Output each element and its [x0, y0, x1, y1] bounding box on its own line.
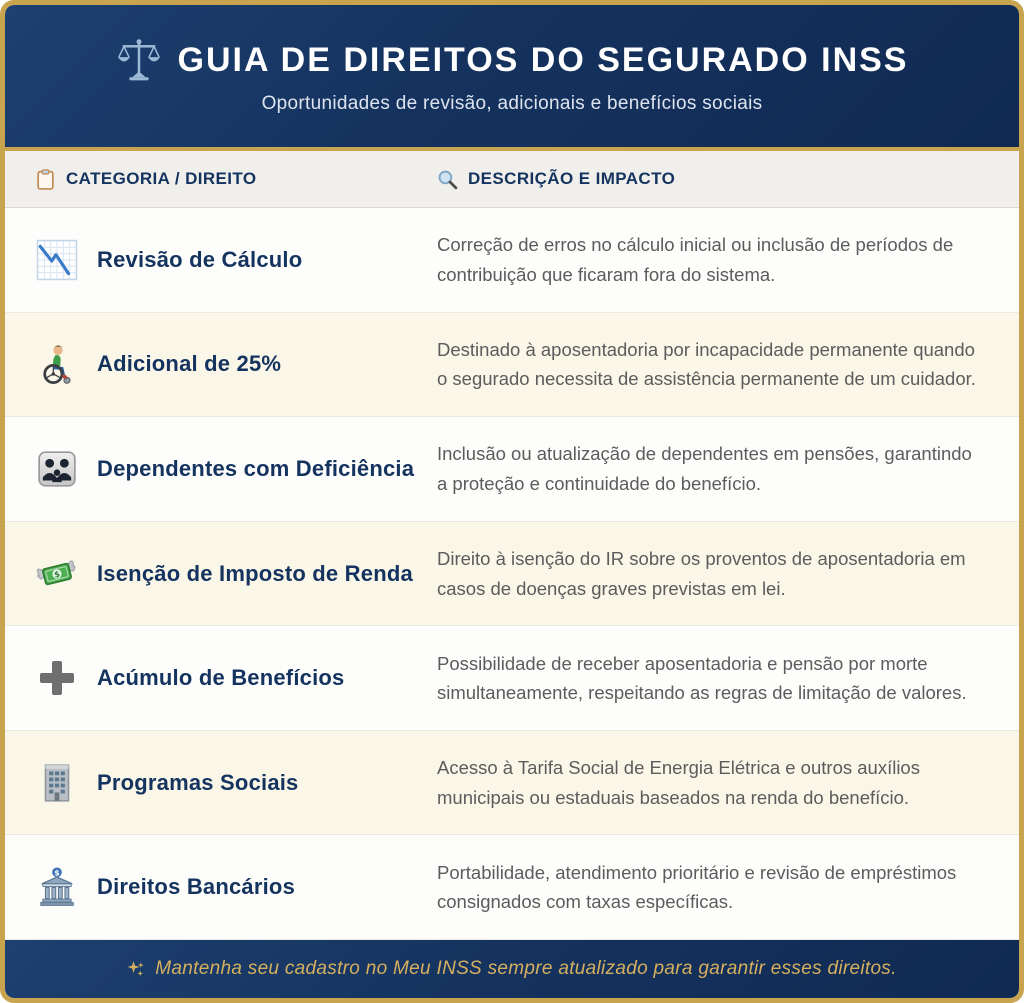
category-label: Dependentes com Deficiência [97, 455, 415, 481]
column-header-description-label: DESCRIÇÃO E IMPACTO [468, 169, 676, 188]
table-body [5, 208, 1019, 940]
plus-icon [35, 656, 79, 700]
table-row [5, 835, 1019, 940]
description-text: Destinado à aposentadoria por incapacidade permanente quando o segurado necessita de assistência permanente de um cuidador. [437, 338, 976, 390]
description-text: Possibilidade de receber aposentadoria e pensão por morte simultaneamente, respeitando as regras de limitação de valores. [437, 652, 967, 704]
category-label: Isenção de Imposto de Renda [97, 560, 413, 586]
magnifier-icon [437, 169, 458, 190]
wheelchair-icon [35, 342, 79, 386]
chart-down-icon [35, 238, 79, 282]
table-header-row [5, 151, 1019, 208]
footer-note-bar [5, 940, 1019, 998]
bank-icon [35, 865, 79, 909]
svg-text:$: $ [52, 568, 62, 580]
column-header-description [437, 169, 1019, 190]
category-label: Revisão de Cálculo [97, 246, 303, 272]
description-text: Acesso à Tarifa Social de Energia Elétrica e outros auxílios municipais ou estaduais baseados na renda do benefício. [437, 757, 920, 808]
category-label: Direitos Bancários [97, 874, 296, 900]
category-label: Adicional de 25% [97, 351, 282, 377]
description-text: Direito à isenção do IR sobre os proventos de aposentadoria em casos de doenças graves previstas em lei. [437, 547, 966, 599]
table-row [5, 522, 1019, 627]
category-label: Acúmulo de Benefícios [97, 665, 345, 691]
page-title: GUIA DE DIREITOS DO SEGURADO INSS [177, 40, 909, 79]
header-banner [5, 5, 1019, 151]
svg-text:$: $ [54, 868, 60, 878]
building-icon [35, 761, 79, 805]
category-label: Programas Sociais [97, 769, 299, 795]
footer-note: Mantenha seu cadastro no Meu INSS sempre atualizado para garantir esses direitos. [155, 958, 897, 979]
description-text: Inclusão ou atualização de dependentes em pensões, garantindo a proteção e continuidade do benefício. [437, 443, 972, 494]
table-row [5, 626, 1019, 731]
clipboard-icon [35, 169, 56, 190]
description-text: Correção de erros no cálculo inicial ou inclusão de períodos de contribuição que ficaram fora do sistema. [437, 234, 954, 285]
sparkles-icon [127, 960, 145, 978]
column-header-category [35, 169, 437, 190]
description-text: Portabilidade, atendimento prioritário e revisão de empréstimos consignados com taxas específicas. [437, 861, 957, 913]
flying-money-icon [35, 552, 79, 596]
page-subtitle: Oportunidades de revisão, adicionais e benefícios sociais [261, 93, 763, 114]
table-row [5, 731, 1019, 836]
column-header-category-label: CATEGORIA / DIREITO [66, 169, 257, 188]
table-row [5, 417, 1019, 522]
family-icon [35, 447, 79, 491]
table-row [5, 313, 1019, 418]
table-row [5, 208, 1019, 313]
scales-icon [116, 37, 162, 83]
